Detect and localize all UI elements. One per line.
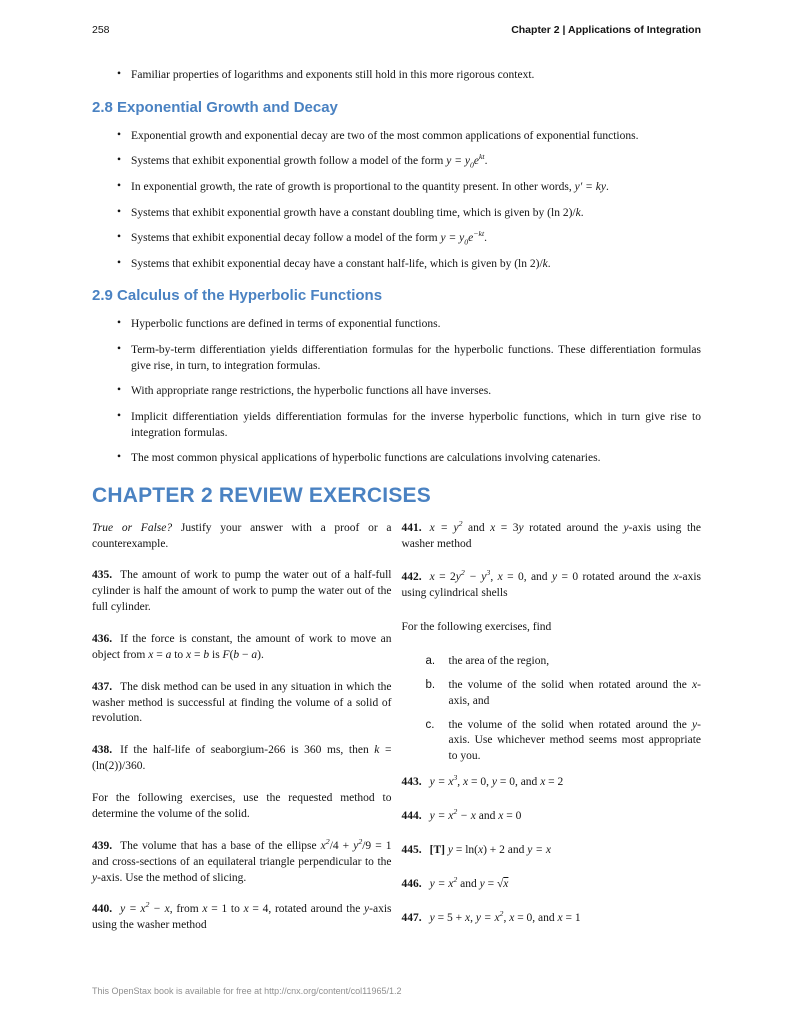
right-column bbox=[401, 518, 702, 950]
section-heading-2-8: 2.8 Exponential Growth and Decay bbox=[92, 98, 338, 116]
method-instruction: For the following exercises, use the requested method to determine the volume of the solid. bbox=[92, 792, 392, 820]
exercise-text: $y = x^2 - x$ and x = 0 bbox=[429, 807, 522, 823]
exercise-445 bbox=[402, 843, 702, 859]
exercise-text: $y = x^2$ and y = √x bbox=[429, 874, 509, 890]
footer-attribution: This OpenStax book is available for free at http://cnx.org/content/col11965/1.2 bbox=[92, 986, 402, 996]
exercise-442 bbox=[402, 570, 702, 602]
exercise-447 bbox=[401, 908, 702, 927]
key-concepts-top-list bbox=[92, 68, 701, 84]
exercise-number: 442. bbox=[401, 571, 422, 584]
exercise-text: If the force is constant, the amount of work to move an object from x = a to x = b is F(b − a). bbox=[92, 633, 392, 661]
section-2-9-bullets bbox=[92, 317, 701, 466]
sub-part-label: b. bbox=[425, 678, 436, 691]
exercise-text: [T] y = ln(x) + 2 and y = x bbox=[429, 843, 551, 856]
bullet-item: • With appropriate range restrictions, the hyperbolic functions all have inverses. bbox=[117, 384, 701, 400]
chapter-review-heading: CHAPTER 2 REVIEW EXERCISES bbox=[92, 483, 431, 507]
exercise-number: 436. bbox=[92, 633, 113, 646]
sub-part-c bbox=[426, 718, 702, 766]
exercise-number: 444. bbox=[401, 810, 422, 823]
exercise-number: 439. bbox=[92, 839, 113, 852]
exercise-text: $x = 2y^2 - y^3$, x = 0, and y = 0 rotated around the x-axis using cylindrical shells bbox=[401, 568, 701, 600]
exercise-text: $y = x^2 - x$, from x = 1 to x = 4, rotated around the y-axis using the washer method bbox=[92, 900, 392, 932]
true-false-instruction: True or False? Justify your answer with a proof or a counterexample. bbox=[92, 521, 392, 550]
exercise-text: $x = y^2$ and x = 3y rotated around the y-axis using the washer method bbox=[401, 518, 701, 550]
exercise-text: The volume that has a base of the ellipse $x^2/4 + y^2/9 = 1$ and cross-sections of an equilateral triangle perpendicular to the y-axis. Use the method of slicing. bbox=[92, 836, 392, 884]
running-title: Chapter 2 | Applications of Integration bbox=[511, 24, 701, 36]
exercise-number: 438. bbox=[92, 744, 113, 757]
exercise-text: $y = x^3$, x = 0, y = 0, and x = 2 bbox=[429, 773, 564, 789]
sub-part-text: the volume of the solid when rotated around the x-axis, and bbox=[448, 678, 701, 707]
bullet-item: • Term-by-term differentiation yields differentiation formulas for the hyperbolic functions. These differentiation formulas give rise, in turn, to integration formulas. bbox=[117, 343, 701, 374]
exercise-number: 446. bbox=[401, 877, 422, 890]
left-column bbox=[92, 521, 392, 950]
bullet-item: • Hyperbolic functions are defined in terms of exponential functions. bbox=[117, 317, 701, 333]
exercise-text: If the half-life of seaborgium-266 is 360 ms, then k = (ln(2))/360. bbox=[92, 744, 392, 773]
exercise-number: 447. bbox=[401, 911, 422, 924]
exercise-436 bbox=[92, 632, 392, 664]
bullet-item: • Systems that exhibit exponential growth have a constant doubling time, which is given by (ln 2)/k. bbox=[117, 206, 701, 222]
exercise-number: 445. bbox=[401, 843, 422, 856]
exercise-441 bbox=[401, 518, 702, 553]
sub-part-b bbox=[426, 678, 702, 710]
exercise-number: 443. bbox=[401, 776, 422, 789]
section-heading-2-9: 2.9 Calculus of the Hyperbolic Functions bbox=[92, 287, 383, 305]
exercise-443 bbox=[402, 775, 702, 791]
bullet-item: • Systems that exhibit exponential decay have a constant half-life, which is given by (ln 2)/k. bbox=[117, 257, 701, 273]
exercise-438 bbox=[92, 743, 392, 775]
exercise-text: y = 5 + x, $y = x^2$, x = 0, and x = 1 bbox=[429, 908, 581, 924]
find-instruction: For the following exercises, find bbox=[401, 621, 552, 634]
sub-part-label: c. bbox=[425, 718, 435, 731]
bullet-item: • Familiar properties of logarithms and exponents still hold in this more rigorous context. bbox=[117, 68, 701, 84]
bullet-item: • Systems that exhibit exponential decay follow a model of the form $y = y_0e^{-kt}$. bbox=[117, 231, 701, 247]
exercise-number: 435. bbox=[92, 569, 113, 582]
bullet-item: • The most common physical applications of hyperbolic functions are calculations involving catenaries. bbox=[117, 451, 701, 467]
bullet-item: • Systems that exhibit exponential growth follow a model of the form $y = y_0e^{kt}$. bbox=[117, 154, 701, 170]
exercise-437 bbox=[92, 680, 392, 728]
exercise-text: The disk method can be used in any situation in which the washer method is successful at finding the volume of a solid of revolution. bbox=[92, 680, 392, 725]
exercise-number: 440. bbox=[92, 903, 113, 916]
sub-parts-list bbox=[402, 654, 702, 765]
exercise-435 bbox=[92, 568, 392, 616]
exercise-text: The amount of work to pump the water out of a half-full cylinder is half the amount of work to pump the water out of the full cylinder. bbox=[92, 569, 392, 614]
sub-part-text: the volume of the solid when rotated around the y-axis. Use whichever method seems most appropriate to you. bbox=[448, 718, 701, 763]
exercise-columns bbox=[92, 518, 701, 950]
bullet-item: • Exponential growth and exponential decay are two of the most common applications of exponential functions. bbox=[117, 129, 701, 145]
page-header bbox=[92, 24, 701, 36]
sub-part-label: a. bbox=[425, 655, 436, 668]
section-2-8-bullets bbox=[92, 129, 701, 273]
page-number: 258 bbox=[92, 24, 110, 36]
sub-part-text: the area of the region, bbox=[448, 655, 550, 668]
exercise-440 bbox=[92, 902, 392, 934]
exercise-number: 437. bbox=[92, 680, 113, 693]
exercise-439 bbox=[92, 836, 392, 887]
bullet-item: • In exponential growth, the rate of growth is proportional to the quantity present. In other words, y′ = ky. bbox=[117, 180, 701, 196]
exercise-number: 441. bbox=[401, 521, 422, 534]
bullet-item: • Implicit differentiation yields differentiation formulas for the inverse hyperbolic functions, which in turn give rise to integration formulas. bbox=[117, 410, 701, 441]
exercise-444 bbox=[402, 809, 702, 825]
exercise-446 bbox=[401, 874, 702, 893]
sub-part-a bbox=[426, 654, 702, 670]
